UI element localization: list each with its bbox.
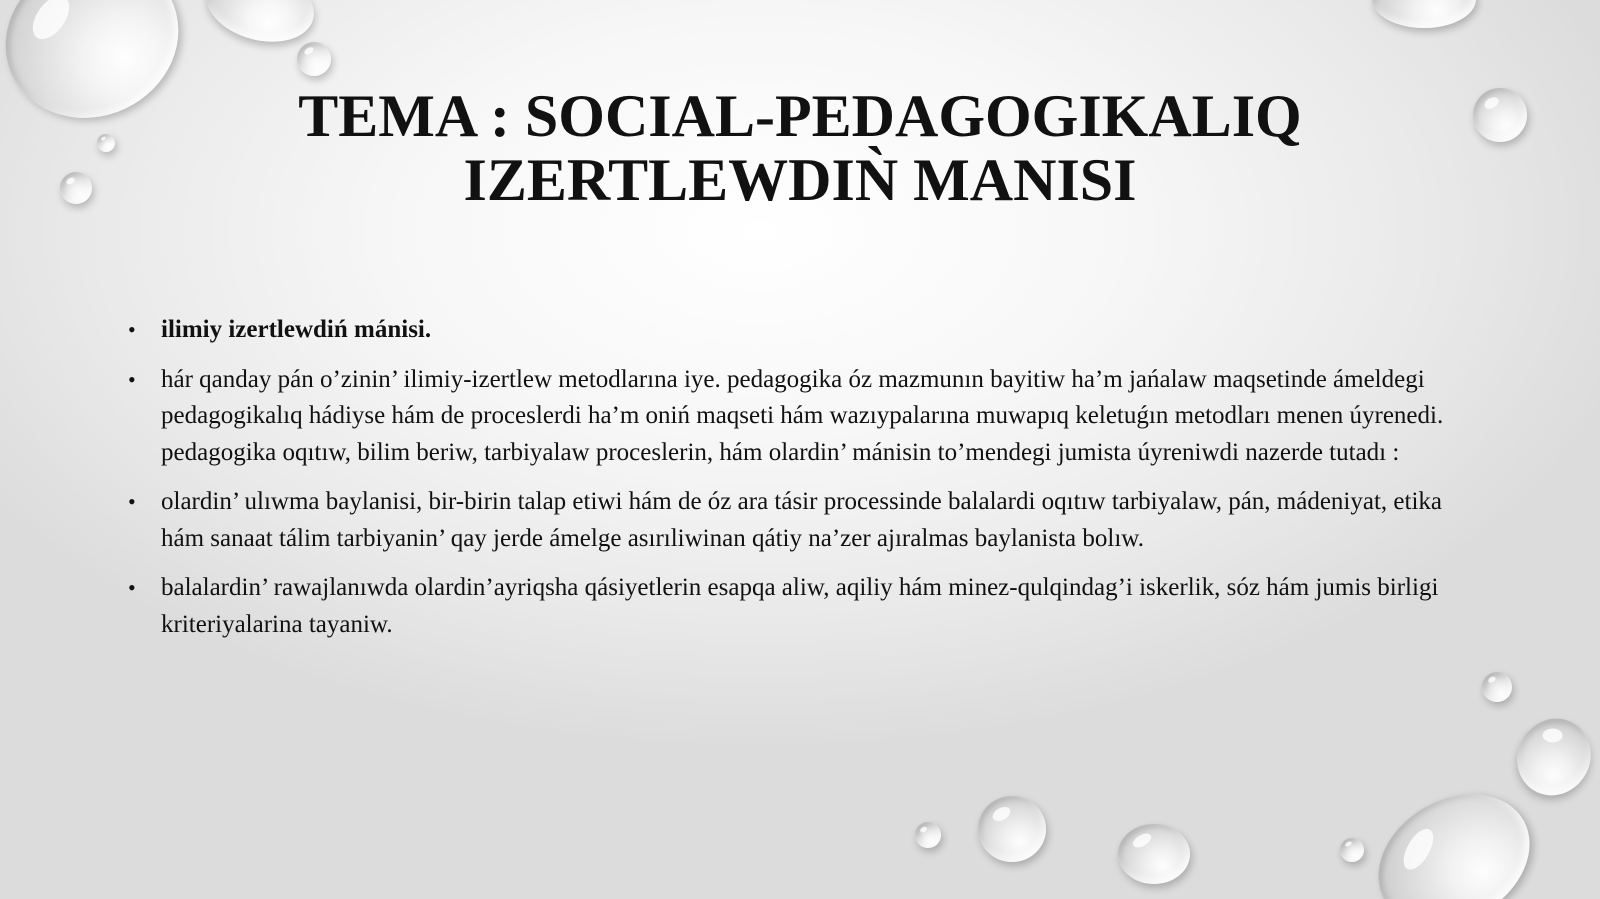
slide-title-line-2: IZERTLEWDIǸ MANISI xyxy=(463,147,1137,213)
water-drop-decoration xyxy=(97,134,115,152)
water-drop-decoration xyxy=(1355,768,1554,899)
slide-title-line-1: TEMA : SOCIAL-PEDAGOGIKALIQ xyxy=(298,83,1302,149)
list-item xyxy=(128,484,1468,557)
water-drop-decoration xyxy=(1340,838,1364,862)
bullet-list xyxy=(128,312,1468,656)
water-drop-decoration xyxy=(915,822,941,848)
slide-title xyxy=(250,84,1350,212)
water-drop-decoration xyxy=(1473,88,1527,142)
water-drop-decoration xyxy=(297,42,331,76)
bullet-icon: • xyxy=(128,317,136,342)
bullet-icon: • xyxy=(128,366,136,392)
water-drop-decoration xyxy=(978,796,1046,862)
list-item-text: balalardin’ rawajlanıwda olardin’ayriqsha qásiyetlerin esapqa aliw, aqiliy hám minez-qulqindag’i iskerlik, sóz hám jumis birligi kriteriyalarina tayaniw. xyxy=(161,574,1439,638)
list-item xyxy=(128,362,1468,472)
water-drop-decoration xyxy=(1503,705,1600,809)
bullet-icon: • xyxy=(128,489,136,514)
list-item xyxy=(128,570,1468,643)
bullet-icon: • xyxy=(128,575,136,600)
water-drop-decoration xyxy=(60,172,92,204)
list-item-text: olardin’ ulıwma baylanisi, bir-birin talap etiwi hám de óz ara tásir processinde balalardi oqıtıw tarbiyalaw, pán, mádeniyat, etika hám sanaat tálim tarbiyanin’ qay jerde ámelge asırıliwinan qátiy na’zer ajıralmas baylanista bolıw. xyxy=(161,488,1443,552)
water-drop-decoration xyxy=(1372,0,1476,28)
water-drop-decoration xyxy=(0,0,205,146)
list-item-text: hár qanday pán o’zinin’ ilimiy-izertlew metodlarına iye. pedagogika óz mazmunın bayitiw ha’m jańalaw maqsetinde ámeldegi pedagogikalıq hádiyse hám de proceslerdi ha’m oniń maqseti hám wazıypalarına muwapıq keletuǵın metodları menen úyrenedi. pedagogika oqıtıw, bilim beriw, tarbiyalaw proceslerin, hám olardin’ mánisin to’mendegi jumista úyreniwdi nazerde tutadı : xyxy=(161,365,1444,466)
water-drop-decoration xyxy=(1482,672,1512,702)
list-item xyxy=(128,312,1468,349)
water-drop-decoration xyxy=(1118,824,1190,884)
list-item-text: ilimiy izertlewdiń mánisi. xyxy=(161,316,432,343)
